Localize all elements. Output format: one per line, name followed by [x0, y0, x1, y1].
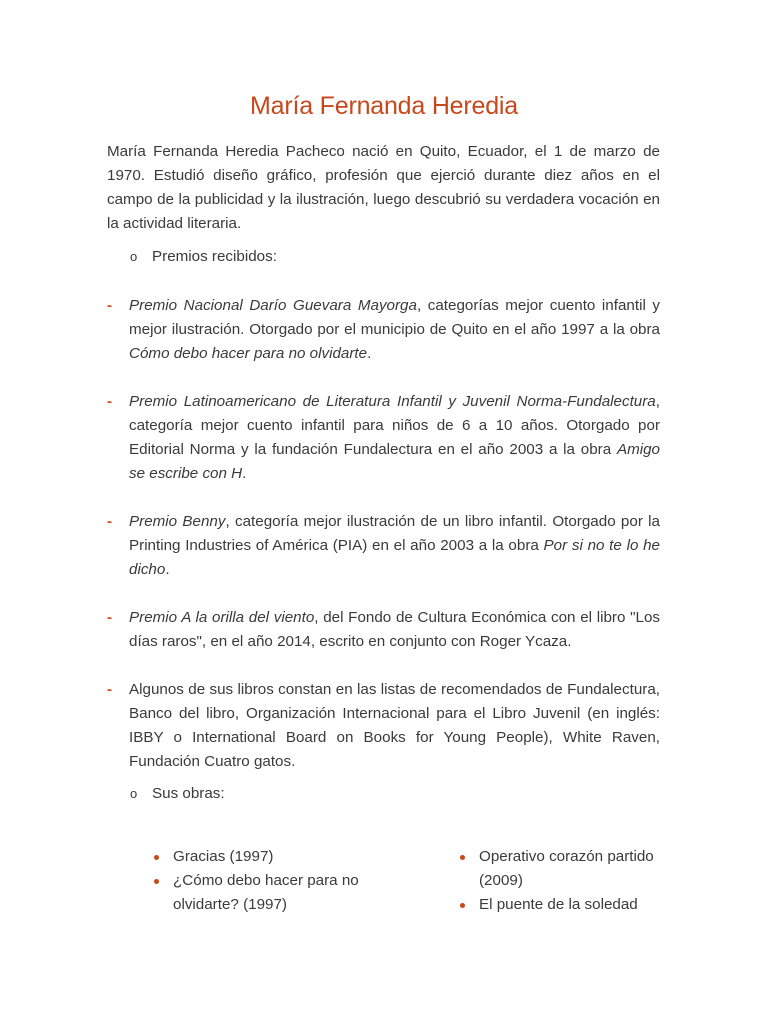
- award-end: .: [242, 465, 247, 482]
- award-item-2: [107, 390, 660, 486]
- award-text: [129, 294, 660, 366]
- award-desc: , categoría mejor ilustración de un libro infantil. Otorgado por la Printing Industries of América (PIA) en el año 2003 a la obra: [129, 513, 660, 554]
- obras-heading-label: Sus obras:: [152, 785, 225, 802]
- circle-bullet-icon: o: [130, 786, 138, 801]
- award-text: [129, 510, 660, 582]
- premios-heading-label: Premios recibidos:: [152, 248, 277, 265]
- award-name: Premio Nacional Darío Guevara Mayorga: [129, 297, 417, 314]
- award-end: .: [165, 561, 170, 578]
- award-work: Cómo debo hacer para no olvidarte: [129, 345, 368, 362]
- list-item: Operativo corazón partido (2009): [457, 845, 662, 893]
- premios-heading: [130, 245, 277, 269]
- page-title: María Fernanda Heredia: [250, 92, 518, 120]
- dash-bullet-icon: -: [107, 513, 112, 530]
- works-right-column: [457, 845, 662, 917]
- award-item-5: [107, 678, 660, 774]
- award-text: [129, 390, 660, 486]
- award-name: Premio A la orilla del viento: [129, 609, 315, 626]
- award-desc: , del Fondo de Cultura Económica con el libro "Los días raros", en el año 2014, escrito en conjunto con Roger Ycaza.: [129, 609, 660, 650]
- dash-bullet-icon: -: [107, 609, 112, 626]
- award-work: Por si no te lo he dicho: [129, 537, 660, 578]
- award-name: Premio Benny: [129, 513, 226, 530]
- award-item-3: [107, 510, 660, 582]
- works-left-column: [151, 845, 366, 917]
- award-work: Amigo se escribe con H: [129, 441, 660, 482]
- intro-paragraph: María Fernanda Heredia Pacheco nació en Quito, Ecuador, el 1 de marzo de 1970. Estudió diseño gráfico, profesión que ejerció durante diez años en el campo de la publicidad y la ilustración, luego descubrió su verdadera vocación en la actividad literaria.: [107, 143, 660, 232]
- award-text: [129, 606, 660, 654]
- award-desc: , categorías mejor cuento infantil y mejor ilustración. Otorgado por el municipio de Quito en el año 1997 a la obra: [129, 297, 660, 338]
- award-end: .: [367, 345, 372, 362]
- list-item: Gracias (1997): [151, 845, 366, 869]
- award-text: Algunos de sus libros constan en las listas de recomendados de Fundalectura, Banco del libro, Organización Internacional para el Libro Juvenil (en inglés: IBBY o International Board on Books for Young People), White Raven, Fundación Cuatro gatos.: [129, 681, 660, 770]
- circle-bullet-icon: o: [130, 249, 138, 264]
- list-item: ¿Cómo debo hacer para no olvidarte? (1997): [151, 869, 366, 917]
- dash-bullet-icon: -: [107, 297, 112, 314]
- award-item-1: [107, 294, 660, 366]
- award-name: Premio Latinoamericano de Literatura Infantil y Juvenil Norma-Fundalectura: [129, 393, 656, 410]
- list-item: El puente de la soledad: [457, 893, 662, 917]
- award-item-4: [107, 606, 660, 654]
- dash-bullet-icon: -: [107, 393, 112, 410]
- obras-heading: [130, 782, 225, 806]
- dash-bullet-icon: -: [107, 681, 112, 698]
- award-desc: , categoría mejor cuento infantil para niños de 6 a 10 años. Otorgado por Editorial Norma y la fundación Fundalectura en el año 2003 a la obra: [129, 393, 660, 458]
